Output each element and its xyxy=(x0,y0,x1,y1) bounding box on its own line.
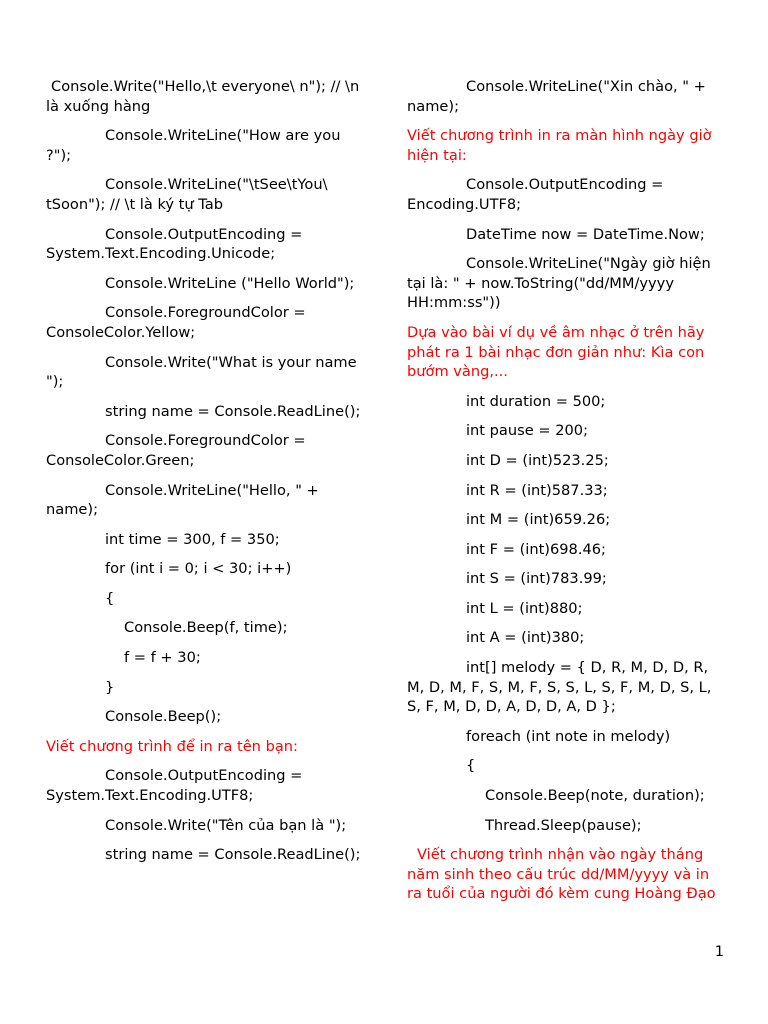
code-line: Console.Write("What is your name "); xyxy=(46,353,357,391)
code-line: Console.Beep(note, duration); xyxy=(485,787,705,805)
code-line: Console.WriteLine("Hello, " + name); xyxy=(46,481,319,519)
code-line: Console.Write("Tên của bạn là "); xyxy=(105,816,347,834)
code-line: int F = (int)698.46; xyxy=(466,540,606,558)
code-line: Console.WriteLine("How are you ?"); xyxy=(46,127,341,164)
code-line: DateTime now = DateTime.Now; xyxy=(466,225,705,243)
code-line: Console.OutputEncoding = System.Text.Encoding.UTF8; xyxy=(46,767,303,805)
code-line: int time = 300, f = 350; xyxy=(105,530,280,548)
code-line: f = f + 30; xyxy=(124,649,201,667)
exercise-heading: Viết chương trình nhận vào ngày tháng năm sinh theo cấu trúc dd/MM/yyyy và in ra tuổi của người đó kèm cung Hoàng Đạo xyxy=(407,846,716,903)
page-number: 1 xyxy=(714,943,724,960)
code-line: Console.WriteLine("Xin chào, " + name); xyxy=(407,78,706,115)
code-line: int[] melody = { D, R, M, D, D, R, M, D, M, F, S, M, F, S, S, L, S, F, M, D, S, L, S, F, M, D, D, A, D, D, A, D }; xyxy=(407,659,712,716)
code-line: Console.WriteLine ("Hello World"); xyxy=(105,274,355,292)
code-line: string name = Console.ReadLine(); xyxy=(105,846,361,864)
code-line: foreach (int note in melody) xyxy=(466,727,671,745)
code-line: { xyxy=(466,757,476,775)
code-line: Thread.Sleep(pause); xyxy=(485,816,642,834)
exercise-heading: Viết chương trình in ra màn hình ngày giờ hiện tại: xyxy=(407,127,712,164)
code-line: Console.OutputEncoding = System.Text.Encoding.Unicode; xyxy=(46,225,303,263)
code-line: } xyxy=(105,678,115,696)
code-line: int D = (int)523.25; xyxy=(466,451,609,469)
code-line: Console.ForegroundColor = ConsoleColor.Yellow; xyxy=(46,304,306,341)
code-line: int pause = 200; xyxy=(466,422,588,440)
left-column xyxy=(46,77,364,875)
code-line: Console.ForegroundColor = ConsoleColor.Green; xyxy=(46,432,306,469)
code-line: int duration = 500; xyxy=(466,392,606,410)
code-line: Console.Beep(); xyxy=(105,708,222,726)
code-line: int L = (int)880; xyxy=(466,599,583,617)
code-line: int A = (int)380; xyxy=(466,629,585,647)
code-line: int S = (int)783.99; xyxy=(466,570,607,588)
code-line: for (int i = 0; i < 30; i++) xyxy=(105,560,292,578)
code-line: Console.Write("Hello,\t everyone\ n"); // \n là xuống hàng xyxy=(46,78,360,115)
exercise-heading: Viết chương trình để in ra tên bạn: xyxy=(46,737,298,755)
code-line: Console.WriteLine("\tSee\tYou\ tSoon"); // \t là ký tự Tab xyxy=(46,176,328,213)
right-column xyxy=(407,77,725,914)
code-line: Console.WriteLine("Ngày giờ hiện tại là: " + now.ToString("dd/MM/yyyy HH:mm:ss")) xyxy=(407,255,711,312)
code-line: Console.Beep(f, time); xyxy=(124,619,288,637)
exercise-heading: Dựa vào bài ví dụ về âm nhạc ở trên hãy phát ra 1 bài nhạc đơn giản như: Kìa con bướm vàng,... xyxy=(407,323,705,381)
code-line: string name = Console.ReadLine(); xyxy=(105,402,361,420)
code-line: Console.OutputEncoding = Encoding.UTF8; xyxy=(407,176,664,213)
code-line: { xyxy=(105,589,115,607)
code-line: int R = (int)587.33; xyxy=(466,481,608,499)
code-line: int M = (int)659.26; xyxy=(466,511,611,529)
